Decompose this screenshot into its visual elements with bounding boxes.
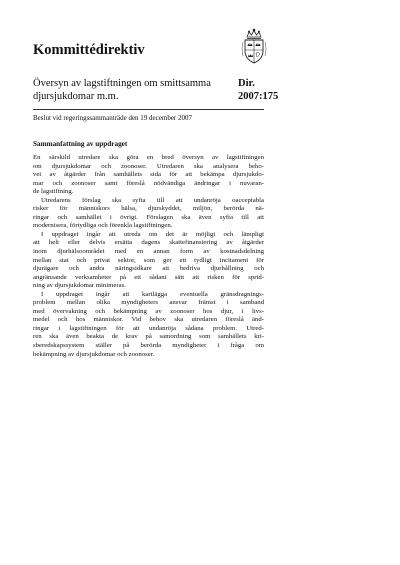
text-line: I uppdraget ingår att kartlägga eventuella gränsdragnings-	[41, 290, 264, 298]
swedish-coat-of-arms-icon	[240, 28, 268, 66]
directive-number-block	[238, 78, 278, 103]
text-line: medel och hos människor. Vid behov ska utredaren föreslå änd-	[33, 316, 264, 324]
text-line: En särskild utredare ska göra en bred översyn av lagstiftningen	[33, 154, 264, 161]
summary-paragraph	[33, 291, 264, 359]
summary-paragraph	[33, 197, 264, 231]
text-line: risker för människors hälsa, djurskyddet, miljön, berörda nä-	[33, 205, 264, 213]
decision-line: Beslut vid regeringssammanträde den 19 december 2007	[33, 114, 193, 122]
text-line: att helt eller delvis ersätta dagens skattefinansiering av åtgärder	[33, 239, 264, 247]
text-line: Utredarens förslag ska syfta till att undanröja oacceptabla	[41, 196, 264, 204]
text-line: ringar och samhället i övrigt. Förslagen ska även syfta till att	[33, 213, 264, 221]
text-line: ringar i lagstiftningen för att undanröja sådana problem. Utred-	[33, 324, 264, 332]
text-line: sberedskapssystem ställer på berörda myndigheter i fråga om	[33, 342, 264, 350]
text-line: problem mellan olika myndigheters ansvar främst i samband	[33, 299, 264, 307]
subject-line: Översyn av lagstiftningen om smittsamma	[33, 78, 211, 89]
text-line: djurägare och andra näringsidkare att bedriva djurhållning och	[33, 265, 264, 273]
subject-line: djursjukdomar m.m.	[33, 90, 119, 102]
text-line: inom djurhälsoområdet med en annan form av kostnadsdelning	[33, 248, 264, 256]
summary-paragraph	[33, 154, 264, 197]
directive-number: 2007:175	[238, 90, 279, 102]
text-line: bekämpning av djursjukdomar och zoonoser.	[33, 350, 155, 358]
text-line: ning av djursjukdomar minimeras.	[33, 282, 126, 290]
text-line: mellan stat och privat sektor, som ger ett tydligt incitament för	[33, 256, 264, 264]
text-line: modernisera, förtydliga och förenkla lagstiftningen.	[33, 222, 173, 230]
directive-subject	[33, 78, 223, 103]
section-heading: Sammanfattning av uppdraget	[33, 140, 128, 148]
document-title: Kommittédirektiv	[33, 42, 145, 58]
summary-body	[33, 154, 264, 359]
text-line: mar och zoonoser samt föreslå nödvändiga ändringar i nuvaran-	[33, 179, 264, 187]
summary-paragraph	[33, 231, 264, 291]
text-line: med övervakning och bekämpning av zoonoser hos djur, i livs-	[33, 307, 264, 315]
directive-label: Dir.	[238, 78, 255, 89]
text-line: vet av åtgärder från samhällets sida för att bekämpa djursjukdo-	[33, 171, 264, 179]
text-line: de lagstiftning.	[33, 188, 74, 196]
text-line: I uppdraget ingår att utreda om det är möjligt och lämpligt	[41, 230, 264, 238]
text-line: ren ska även beakta de krav på samordning som samhällets kri-	[33, 333, 264, 341]
text-line: om djursjukdomar och zoonoser. Utredaren ska analysera beho-	[33, 162, 264, 170]
header-divider	[33, 109, 264, 110]
text-line: angränsande verksamheter på ett sådant sätt att risken för sprid-	[33, 273, 264, 281]
